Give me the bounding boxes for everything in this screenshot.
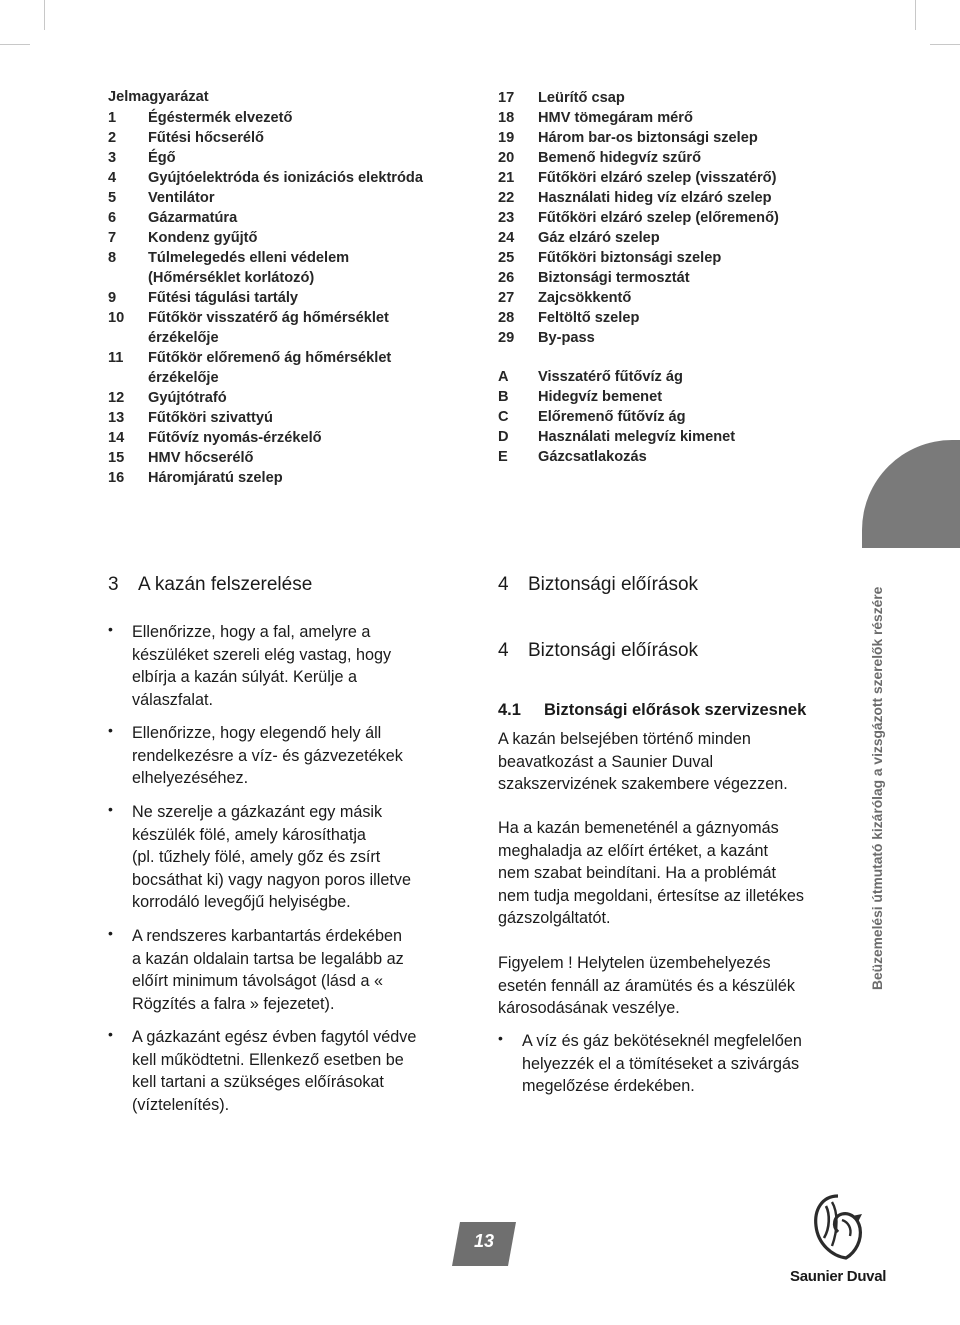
bullet-line: kell működtetni. Ellenkező esetben be [132, 1050, 404, 1069]
legend-item-label: Használati melegvíz kimenet [538, 429, 736, 445]
legend-item-number: 20 [498, 150, 515, 166]
legend-item-label: Gázarmatúra [148, 210, 238, 226]
bullet-line: elbírja a kazán súlyát. Kerülje a [132, 668, 357, 686]
paragraph-line: szakszervizének szakembere végezzen. [498, 775, 788, 793]
crop-mark [930, 44, 960, 45]
legend-item-number: A [498, 369, 509, 385]
bullet-line: bocsáthat ki) vagy nagyon poros illetve [132, 870, 411, 889]
legend-item-number: 2 [108, 130, 117, 146]
bullet-line: Ellenőrizze, hogy a fal, amelyre a [132, 623, 371, 641]
legend-item-number: 18 [498, 110, 515, 126]
legend-item-number: C [498, 409, 509, 425]
legend-item-number: 27 [498, 290, 515, 306]
paragraph-line: esetén fennáll az áramütés és a készülék [498, 976, 795, 995]
legend-item-label: Gázcsatlakozás [538, 449, 647, 465]
legend-item-number: 5 [108, 190, 117, 206]
legend-item-label: Bemenő hidegvíz szűrő [538, 150, 701, 166]
legend-item-number: 26 [498, 270, 515, 286]
legend-item-label: Használati hideg víz elzáró szelep [538, 190, 772, 206]
bullet-line: helyezzék el a tömítéseket a szivárgás [522, 1054, 800, 1073]
legend-item-number: E [498, 449, 508, 465]
legend-item-label: Gáz elzáró szelep [538, 230, 660, 246]
subsection-heading [498, 701, 858, 723]
bullet-dot-icon: • [108, 722, 113, 738]
legend-item-number: 29 [498, 330, 515, 346]
legend-item-label: Égéstermék elvezető [148, 110, 293, 126]
legend-item-label: érzékelője [148, 330, 219, 346]
legend-item-number: B [498, 389, 509, 405]
legend-item-label: Feltöltő szelep [538, 310, 640, 326]
bullet-line: készüléket szereli elég vastag, hogy [132, 645, 392, 664]
paragraph-service [498, 728, 788, 796]
legend-item-label: Fűtőköri elzáró szelep (visszatérő) [538, 170, 777, 186]
legend-item-number: 17 [498, 90, 515, 106]
bullet-line: A víz és gáz bekötéseknél megfelelően [522, 1032, 802, 1050]
paragraph-warning [498, 952, 795, 1020]
legend-item-number: 21 [498, 170, 515, 186]
legend-item-number: 9 [108, 290, 117, 306]
legend-item-number: 15 [108, 450, 125, 466]
legend-item-number: 7 [108, 230, 117, 246]
legend-item-number: 16 [108, 470, 125, 486]
legend-item-label: Fűtőköri biztonsági szelep [538, 250, 722, 266]
legend-item-number: 13 [108, 410, 125, 426]
legend-item-label: HMV tömegáram mérő [538, 110, 693, 126]
legend-item-label: (Hőmérséklet korlátozó) [148, 270, 315, 286]
legend-item-label: Gyújtótrafó [148, 390, 227, 406]
section4-heading [498, 574, 838, 598]
legend-item-label: By-pass [538, 330, 595, 346]
legend-item-label: Hidegvíz bemenet [538, 389, 663, 405]
legend-title: Jelmagyarázat [108, 89, 209, 105]
legend-item-number: 6 [108, 210, 117, 226]
legend-item-number: 22 [498, 190, 515, 206]
section4-heading-repeat [498, 640, 838, 664]
legend-item-label: Gyújtóelektróda és ionizációs elektróda [148, 170, 423, 186]
legend-item-label: Ventilátor [148, 190, 215, 206]
paragraph-line: meghaladja az előírt értéket, a kazánt [498, 841, 768, 860]
legend-item-number: 25 [498, 250, 515, 266]
legend-item-label: érzékelője [148, 370, 219, 386]
bullet-line: készülék fölé, amely károsíthatja [132, 825, 366, 844]
bullet-line: a kazán oldalain tartsa be legalább az [132, 949, 404, 968]
legend-item-number: 23 [498, 210, 515, 226]
section4-title: Biztonsági előírások [528, 574, 699, 595]
legend-item-label: Visszatérő fűtővíz ág [538, 369, 683, 385]
side-label: Beüzemelési útmutató kizárólag a vizsgázott szerelők részére [870, 586, 885, 990]
legend-item-label: Túlmelegedés elleni védelem [148, 250, 350, 266]
paragraph-line: gázszolgáltatót. [498, 909, 611, 927]
bullet-dot-icon: • [498, 1030, 503, 1046]
section4-number: 4 [498, 574, 509, 595]
legend-item-label: Háromjáratú szelep [148, 470, 283, 486]
bullet-dot-icon: • [108, 1026, 113, 1042]
bullet-line: kell tartani a szükséges előírásokat [132, 1073, 384, 1091]
legend-item-number: 10 [108, 310, 125, 326]
legend-item-label: Fűtővíz nyomás-érzékelő [148, 430, 322, 446]
legend-item-label: Fűtőkör előremenő ág hőmérséklet [148, 350, 392, 366]
brand-name: Saunier Duval [790, 1268, 887, 1285]
legend-item-label: Égő [148, 150, 176, 166]
section3-heading [108, 574, 448, 598]
paragraph-line: Figyelem ! Helytelen üzembehelyezés [498, 954, 771, 972]
section4-number-repeat: 4 [498, 640, 509, 661]
bullet-line: válaszfalat. [132, 690, 213, 709]
bullet-dot-icon: • [108, 801, 113, 817]
paragraph-line: nem tudja megoldani, értesítse az illetékes [498, 886, 804, 905]
legend-item-number: 1 [108, 110, 117, 126]
legend-item-number: 12 [108, 390, 125, 406]
legend-item-label: Leürítő csap [538, 90, 625, 106]
crop-mark [0, 44, 30, 45]
legend-item-number: D [498, 429, 509, 445]
bullet-line: (pl. tűzhely fölé, amely gőz és zsírt [132, 848, 381, 866]
legend-item-label: Biztonsági termosztát [538, 270, 690, 286]
bullet-line: megelőzése érdekében. [522, 1077, 695, 1095]
legend-item-number: 24 [498, 230, 515, 246]
bullet-line: korrodáló levegőjű helyiségbe. [132, 893, 351, 911]
bullet-line: Ellenőrizze, hogy elegendő hely áll [132, 724, 382, 742]
bullet-dot-icon: • [108, 621, 113, 637]
paragraph-line: károsodásának veszélye. [498, 999, 680, 1017]
paragraph-line: A kazán belsejében történő minden [498, 730, 751, 748]
bullet-line: előírt minimum távolságot (lásd a « [132, 972, 384, 990]
legend-item-label: Fűtőköri szivattyú [148, 410, 273, 426]
legend-item-label: Fűtési hőcserélő [148, 130, 264, 146]
legend-item-label: Előremenő fűtővíz ág [538, 409, 686, 425]
paragraph-gas-pressure [498, 817, 804, 930]
legend-item-number: 8 [108, 250, 117, 266]
section4-title-repeat: Biztonsági előírások [528, 640, 699, 661]
legend-item-number: 3 [108, 150, 117, 166]
bullet-line: Ne szerelje a gázkazánt egy másik [132, 803, 383, 821]
subsection-title: Biztonsági előrások szervizesnek [544, 701, 807, 719]
subsection-number: 4.1 [498, 701, 521, 719]
page-number: 13 [473, 1231, 495, 1251]
paragraph-line: nem szabat beindítani. Ha a problémát [498, 864, 777, 882]
section3-number: 3 [108, 574, 119, 595]
bullet-line: Rögzítés a falra » fejezetet). [132, 994, 335, 1013]
bullet-line: elhelyezéséhez. [132, 769, 249, 787]
legend-item-label: Fűtési tágulási tartály [148, 290, 299, 306]
crop-mark [915, 0, 916, 30]
legend-item-number: 11 [108, 350, 124, 366]
bullet-line: rendelkezésre a víz- és gázvezetékek [132, 746, 403, 765]
bullet-dot-icon: • [108, 925, 113, 941]
legend-item-number: 19 [498, 130, 515, 146]
bullet-line: (víztelenítés). [132, 1095, 230, 1114]
legend-item-label: Három bar-os biztonsági szelep [538, 130, 758, 146]
legend-item-label: Zajcsökkentő [538, 290, 632, 306]
paragraph-line: Ha a kazán bemeneténél a gáznyomás [498, 819, 779, 837]
legend-item-label: HMV hőcserélő [148, 450, 254, 466]
bullet-line: A rendszeres karbantartás érdekében [132, 927, 402, 945]
legend-item-number: 28 [498, 310, 515, 326]
paragraph-line: beavatkozást a Saunier Duval [498, 752, 714, 771]
legend-item-label: Fűtőköri elzáró szelep (előremenő) [538, 210, 779, 226]
legend-item-number: 14 [108, 430, 125, 446]
crop-mark [44, 0, 45, 30]
legend-item-number: 4 [108, 170, 117, 186]
bullet-line: A gázkazánt egész évben fagytól védve [132, 1028, 417, 1046]
legend-item-label: Fűtőkör visszatérő ág hőmérséklet [148, 310, 389, 326]
section3-title: A kazán felszerelése [138, 574, 313, 595]
saunier-duval-logo-icon [812, 1192, 864, 1262]
legend-item-label: Kondenz gyűjtő [148, 230, 258, 246]
